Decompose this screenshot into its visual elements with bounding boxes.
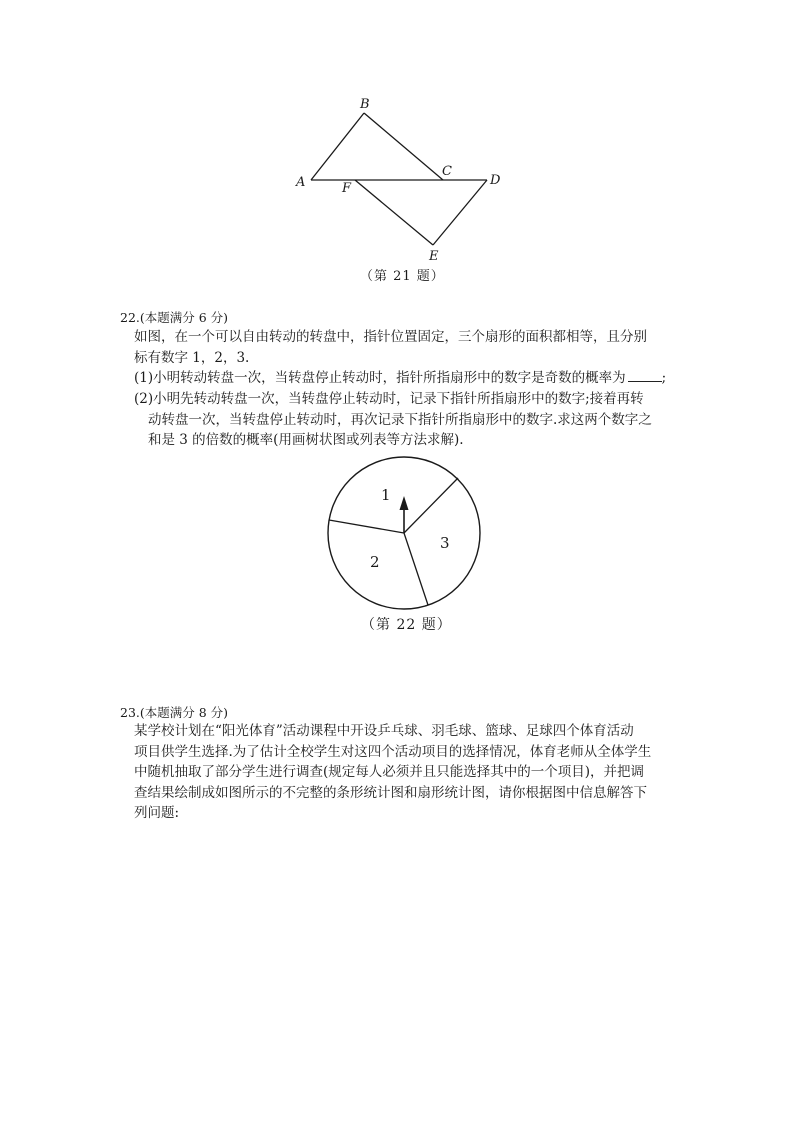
q22-intro — [134, 327, 647, 368]
figure-21-triangles — [280, 90, 520, 270]
divider-to-upper-right — [404, 478, 458, 533]
q22-part-2-line-3: 和是 3 的倍数的概率(用画树状图或列表等方法求解). — [148, 432, 464, 448]
q22-header: 22.(本题满分 6 分) — [120, 310, 229, 325]
q22-part-1 — [134, 368, 666, 389]
segment-fe — [355, 180, 433, 245]
q22-part-2 — [134, 389, 652, 451]
q22-intro-line-2: 标有数字 1，2，3. — [134, 349, 250, 366]
q22-intro-line-1: 如图，在一个可以自由转动的转盘中，指针位置固定，三个扇形的面积都相等，且分别 — [134, 329, 647, 345]
figure-21-caption: （第 21 题） — [360, 269, 445, 284]
label-f: F — [342, 181, 352, 196]
segment-de — [433, 180, 487, 245]
q23-body-line-1: 某学校计划在“阳光体育”活动课程中开设乒乓球、羽毛球、篮球、足球四个体育活动 — [134, 723, 634, 739]
q23-body-line-4: 查结果绘制成如图所示的不完整的条形统计图和扇形统计图，请你根据图中信息解答下 — [134, 784, 647, 801]
figure-22-caption: （第 22 题） — [361, 617, 452, 633]
q23-header: 23.(本题满分 8 分) — [120, 705, 229, 720]
answer-blank[interactable] — [628, 369, 662, 382]
sector-3-label: 3 — [440, 534, 450, 552]
q23-body-line-2: 项目供学生选择.为了估计全校学生对这四个活动项目的选择情况，体育老师从全体学生 — [134, 743, 652, 760]
divider-to-left — [329, 520, 404, 533]
q23-body-line-3: 中随机抽取了部分学生进行调查(规定每人必须并且只能选择其中的一个项目)，并把调 — [134, 764, 645, 780]
divider-to-bottom — [404, 533, 428, 605]
segment-bc — [364, 113, 443, 180]
q22-part-2-line-2: 动转盘一次，当转盘停止转动时，再次记录下指针所指扇形中的数字.求这两个数字之 — [148, 411, 652, 428]
q22-part-1-end: ; — [661, 370, 667, 386]
sector-1-label: 1 — [381, 486, 391, 504]
pointer-arrow-icon — [400, 496, 409, 533]
segment-ab — [311, 113, 364, 180]
q22-part-1-text: (1)小明转动转盘一次，当转盘停止转动时，指针所指扇形中的数字是奇数的概率为 — [134, 370, 626, 386]
q23-body-line-5: 列问题: — [134, 805, 180, 821]
label-d: D — [490, 173, 501, 188]
q23-body — [134, 721, 651, 824]
sector-2-label: 2 — [370, 553, 380, 571]
label-a: A — [296, 175, 306, 190]
q22-part-2-line-1: (2)小明先转动转盘一次，当转盘停止转动时，记录下指针所指扇形中的数字;接着再转 — [134, 391, 644, 407]
figure-22-spinner — [320, 450, 490, 610]
label-c: C — [442, 164, 452, 179]
label-e: E — [429, 249, 439, 264]
label-b: B — [360, 97, 370, 112]
